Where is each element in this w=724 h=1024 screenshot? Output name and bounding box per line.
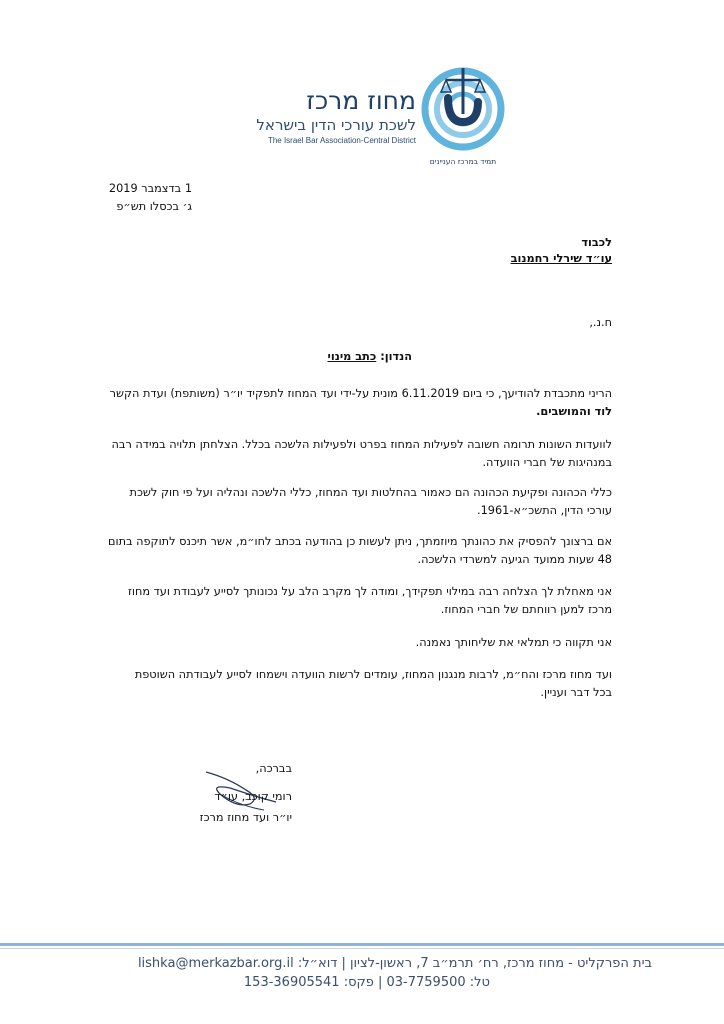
paragraph-1-line-1: הריני מתכבדת להודיעך, כי ביום 6.11.2019 מונית על-ידי ועד המחוז לתפקיד יו״ר (משותפת) ועדת הקשר <box>109 387 612 400</box>
date-hebrew: ג׳ בכסלו תש״פ <box>116 200 192 213</box>
paragraph-2-line-1: לוועדות השונות תרומה חשובה לפעילות המחוז בפרט ולפעילות הלשכה בכלל. הצלחתן תלויה במידה רבה <box>111 438 612 451</box>
paragraph-3-line-2: עורכי הדין, התשכ״א-1961. <box>477 504 612 517</box>
org-name: מחוז מרכז <box>306 86 416 115</box>
subject-label: הנדון: <box>380 350 412 363</box>
recipient-salutation: לכבוד <box>581 236 612 249</box>
paragraph-4-line-2: 48 שעות ממועד הגיעה למשרדי הלשכה. <box>417 553 612 566</box>
scales-emblem-icon <box>418 64 508 169</box>
recipient-name: עו״ד שירלי רחמנוב <box>510 252 612 265</box>
signature-closing: בברכה, <box>255 762 292 775</box>
letterhead-logo <box>248 64 508 174</box>
greeting: ח.נ., <box>589 316 612 329</box>
paragraph-5-line-2: מרכז למען רווחתם של חברי המחוז. <box>440 603 612 616</box>
footer-phones: טל: 03-7759500 | פקס: 153-36905541 <box>243 975 490 990</box>
footer-address: בית הפרקליט - מחוז מרכז, רח׳ תרמ״ב 7, ראשון-לציון | דוא״ל: lishka@merkazbar.org.il <box>137 956 652 971</box>
paragraph-5-line-1: אני מאחלת לך הצלחה רבה במילוי תפקידך, ומודה לך מקרב הלב על נכונותך לסייע לעבודת ועד מחוז <box>127 585 612 598</box>
org-english-name: The Israel Bar Association-Central District <box>267 136 416 145</box>
paragraph-6: אני תקווה כי תמלאי את שליחותך נאמנה. <box>415 636 612 649</box>
signatory-title: יו״ר ועד מחוז מרכז <box>199 811 292 824</box>
paragraph-2-line-2: במנהיגות של חברי הוועדה. <box>482 456 612 469</box>
paragraph-7-line-2: בכל דבר ועניין. <box>540 686 612 699</box>
signatory-name: רומי קוכב, עו״ד <box>214 790 292 803</box>
paragraph-7-line-1: ועד מחוז מרכז והח״מ, לרבות מנגנון המחוז, עומדים לרשות הוועדה וישמחו לסייע לעבודתה השוטפת <box>134 668 612 681</box>
footer-divider <box>0 943 724 946</box>
paragraph-3-line-1: כללי הכהונה ופקיעת הכהונה הם כאמור בהחלטות ועד המחוז, כללי הלשכה ונהליה ועל פי חוק לשכת <box>129 486 612 499</box>
subject-text: כתב מינוי <box>327 350 377 363</box>
subject-line <box>328 348 413 366</box>
footer-divider-thin <box>0 948 724 949</box>
svg-text:תמיד במרכז העניינים: תמיד במרכז העניינים <box>429 157 497 166</box>
org-subtitle: לשכת עורכי הדין בישראל <box>256 116 416 134</box>
date-gregorian: 1 בדצמבר 2019 <box>108 182 192 195</box>
paragraph-4-line-1: אם ברצונך להפסיק את כהונתך מיוזמתך, ניתן לעשות כן בהודעה בכתב לחו״מ, אשר תיכנס לתוקפה בתום <box>108 535 612 548</box>
paragraph-1-line-2: לוד והמושבים. <box>536 405 612 418</box>
